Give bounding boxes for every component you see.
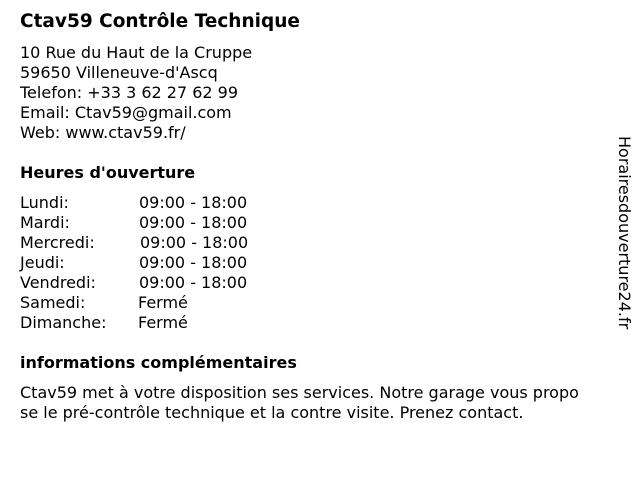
day-label: Vendredi: <box>20 273 96 292</box>
day-label: Dimanche: <box>20 313 107 332</box>
day-hours: Fermé <box>138 293 188 312</box>
watermark <box>612 136 638 346</box>
day-label: Jeudi: <box>20 253 65 272</box>
opening-hours-heading: Heures d'ouverture <box>20 163 196 182</box>
day-label: Lundi: <box>20 193 69 212</box>
additional-info-heading: informations complémentaires <box>20 353 297 372</box>
web-line: Web: www.ctav59.fr/ <box>20 123 186 142</box>
phone-line: Telefon: +33 3 62 27 62 99 <box>20 83 239 102</box>
address-street: 10 Rue du Haut de la Cruppe <box>20 43 253 62</box>
additional-info-text-line-2: se le pré-contrôle technique et la contre visite. Prenez contact. <box>20 403 524 422</box>
day-hours: Fermé <box>138 313 188 332</box>
day-hours: 09:00 - 18:00 <box>139 213 248 232</box>
day-label: Mardi: <box>20 213 70 232</box>
address-city: 59650 Villeneuve-d'Ascq <box>20 63 218 82</box>
watermark-text: Horairesdouverture24.fr <box>615 136 634 330</box>
business-name: Ctav59 Contrôle Technique <box>20 11 300 32</box>
email-line: Email: Ctav59@gmail.com <box>20 103 232 122</box>
day-hours: 09:00 - 18:00 <box>139 273 248 292</box>
additional-info-text-line-1: Ctav59 met à votre disposition ses services. Notre garage vous propo <box>20 383 579 402</box>
day-hours: 09:00 - 18:00 <box>139 253 248 272</box>
day-hours: 09:00 - 18:00 <box>139 193 248 212</box>
day-hours: 09:00 - 18:00 <box>140 233 249 252</box>
day-label: Samedi: <box>20 293 86 312</box>
day-label: Mercredi: <box>20 233 95 252</box>
